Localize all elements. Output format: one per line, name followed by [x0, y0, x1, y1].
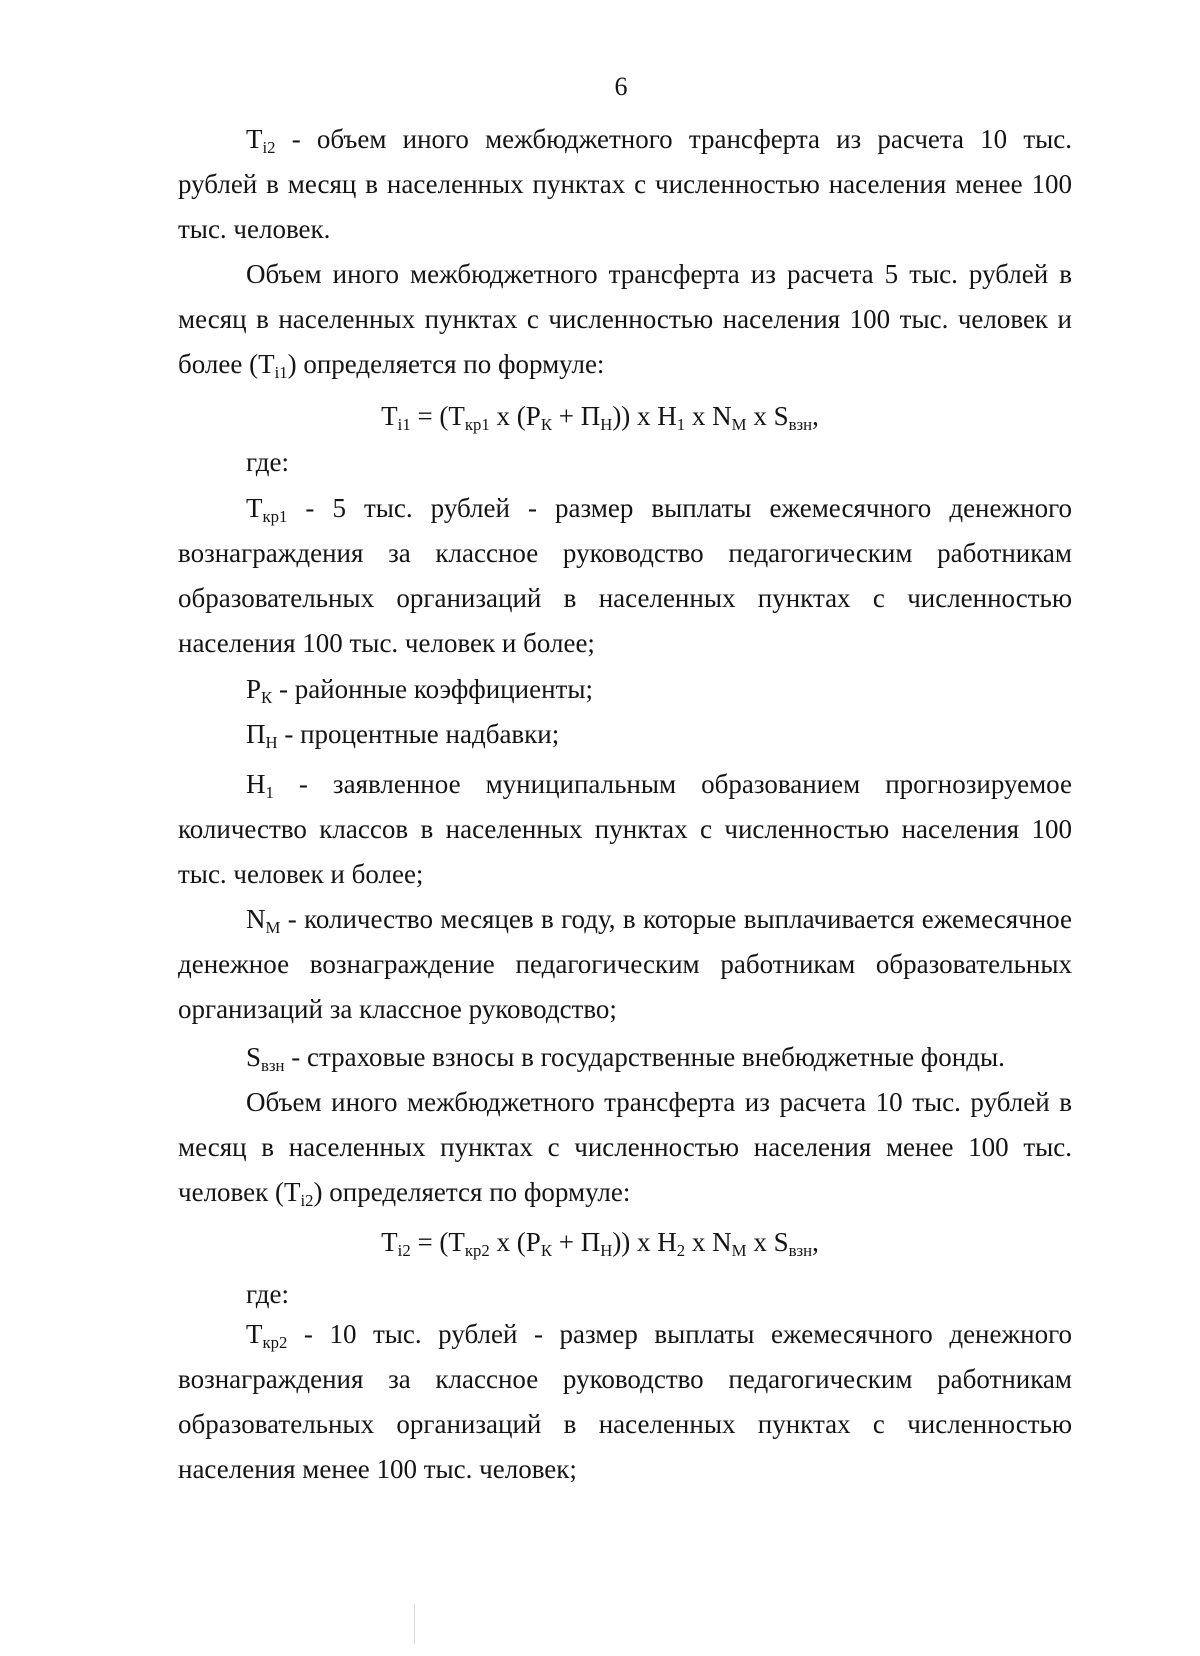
formula2-intro-paragraph [178, 1080, 1072, 1215]
formula-part: )) x H [612, 401, 677, 431]
formula-part: T [381, 401, 398, 431]
page-number: 6 [614, 72, 628, 101]
definition-pk [178, 667, 1072, 712]
symbol: S [246, 1042, 262, 1072]
symbol: N [246, 904, 266, 934]
definition-text: - процентные надбавки; [277, 719, 560, 749]
formula-part: x (P [489, 401, 541, 431]
formula-subscript: взн [788, 415, 813, 435]
subscript: i1 [274, 363, 288, 383]
symbol: T [246, 1319, 263, 1349]
formula-part: , [812, 1227, 819, 1257]
formula-subscript: Н [600, 1241, 613, 1261]
formula-subscript: i1 [397, 415, 411, 435]
formula-subscript: 1 [676, 415, 686, 435]
symbol-subscript: К [261, 688, 273, 708]
symbol: П [246, 719, 266, 749]
definition-ti2 [178, 117, 1072, 252]
formula-part: x (P [489, 1227, 541, 1257]
definition-text: - 10 тыс. рублей - размер выплаты ежемесячного денежного вознаграждения за классное руководство педагогическим работникам образовательных организаций в населенных пунктах с численностью населения менее 100 тыс. человек; [178, 1319, 1072, 1484]
where-label: где: [246, 447, 289, 477]
definition-h1 [178, 762, 1072, 897]
scan-mark [414, 1604, 415, 1644]
formula-ti2 [0, 1222, 1200, 1262]
formula-part: = (T [410, 401, 465, 431]
formula-subscript: 2 [676, 1241, 686, 1261]
formula-part: )) x H [612, 1227, 677, 1257]
formula1-intro-paragraph [178, 252, 1072, 387]
symbol: P [246, 674, 262, 704]
formula-subscript: i2 [397, 1241, 411, 1261]
formula-subscript: К [540, 415, 552, 435]
definition-text: - районные коэффициенты; [272, 674, 593, 704]
formula-part: x N [685, 1227, 732, 1257]
formula-subscript: Н [600, 415, 613, 435]
symbol-subscript: кр2 [262, 1333, 288, 1353]
formula-subscript: М [731, 415, 747, 435]
where-label: где: [246, 1279, 289, 1309]
paragraph-text: ) определяется по формуле: [313, 1177, 631, 1207]
symbol-subscript: взн [261, 1056, 285, 1076]
definition-text: - страховые взносы в государственные внебюджетные фонды. [284, 1042, 1005, 1072]
definition-text: - заявленное муниципальным образованием прогнозируемое количество классов в населенных пунктах с численностью населения 100 тыс. человек и более; [178, 769, 1072, 889]
symbol-subscript: 1 [265, 783, 274, 803]
paragraph-text: ) определяется по формуле: [287, 349, 605, 379]
symbol-subscript: Н [265, 733, 278, 753]
formula-part: x S [746, 401, 789, 431]
definition-svzn [178, 1035, 1072, 1080]
formula-subscript: М [731, 1241, 747, 1261]
formula-part: , [812, 401, 819, 431]
definition-text: - объем иного межбюджетного трансферта из расчета 10 тыс. рублей в месяц в населенных пунктах с численностью населения менее 100 тыс. человек. [178, 124, 1072, 244]
formula-part: x S [746, 1227, 789, 1257]
formula-subscript: кр1 [464, 415, 490, 435]
formula-part: + П [551, 1227, 601, 1257]
formula-part: + П [551, 401, 601, 431]
symbol-subscript: кр1 [262, 507, 288, 527]
symbol: T [246, 493, 263, 523]
symbol-subscript: М [265, 918, 281, 938]
definition-tkr2 [178, 1312, 1072, 1492]
definition-text: - 5 тыс. рублей - размер выплаты ежемесячного денежного вознаграждения за классное руководство педагогическим работникам образовательных организаций в населенных пунктах с численностью населения 100 тыс. человек и более; [178, 493, 1072, 658]
symbol: T [246, 124, 263, 154]
subscript: i2 [300, 1191, 314, 1211]
definition-nm [178, 897, 1072, 1032]
definition-tkr1 [178, 486, 1072, 666]
definition-text: - количество месяцев в году, в которые выплачивается ежемесячное денежное вознаграждение педагогическим работникам образовательных организаций за классное руководство; [178, 904, 1072, 1024]
symbol-subscript: i2 [262, 138, 276, 158]
formula-subscript: взн [788, 1241, 813, 1261]
definition-pn [178, 712, 1072, 757]
paragraph-text: Объем иного межбюджетного трансферта из расчета 10 тыс. рублей в месяц в населенных пунктах с численностью населения менее 100 тыс. человек (T [178, 1087, 1072, 1207]
formula-part: x N [685, 401, 732, 431]
paragraph-text: Объем иного межбюджетного трансферта из расчета 5 тыс. рублей в месяц в населенных пунктах с численностью населения 100 тыс. человек и более (T [178, 259, 1072, 379]
formula-subscript: К [540, 1241, 552, 1261]
formula-ti1 [0, 396, 1200, 436]
formula-part: = (T [410, 1227, 465, 1257]
formula-subscript: кр2 [464, 1241, 490, 1261]
formula-part: T [381, 1227, 398, 1257]
symbol: H [246, 769, 266, 799]
